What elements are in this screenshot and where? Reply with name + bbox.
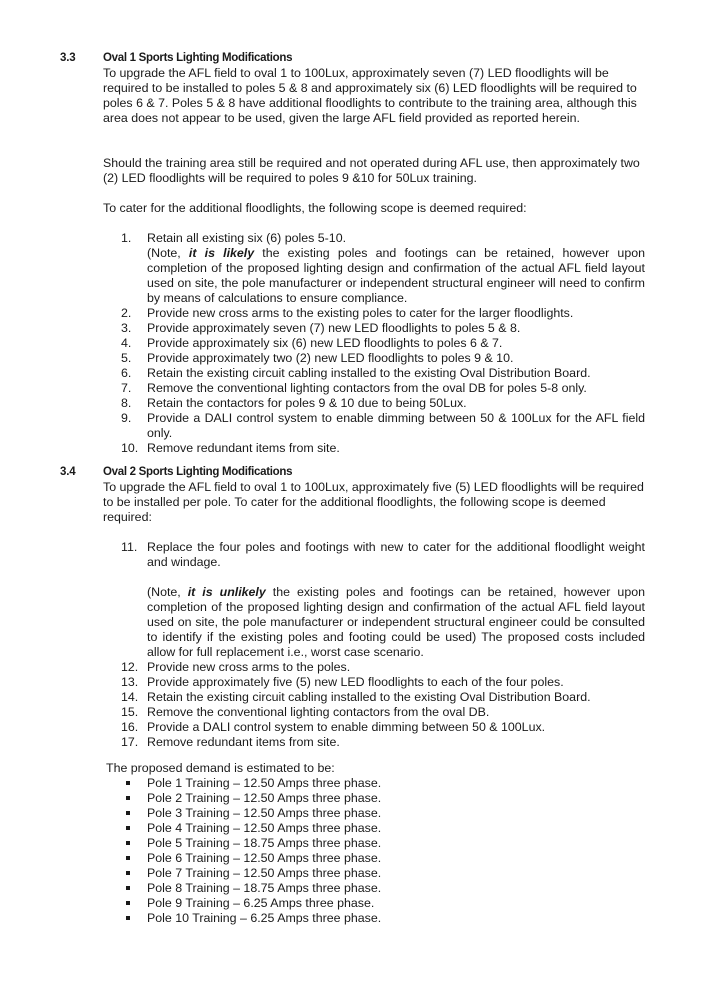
list-item-text: Provide a DALI control system to enable dimming between 50 & 100Lux for the AFL field only. — [147, 411, 645, 440]
demand-item-text: Pole 7 Training – 12.50 Amps three phase. — [147, 866, 382, 880]
bullet-icon — [126, 901, 130, 905]
list-item — [0, 791, 705, 806]
list-item — [0, 231, 705, 246]
list-item-text: Provide approximately six (6) new LED floodlights to poles 6 & 7. — [147, 336, 503, 350]
list-item-number: 17. — [121, 735, 139, 749]
list-item — [0, 540, 705, 570]
list-item — [0, 321, 705, 336]
list-item — [0, 896, 705, 911]
list-item-number: 14. — [121, 690, 139, 704]
list-item-text: Replace the four poles and footings with new to cater for the additional floodlight weight and windage. — [147, 540, 645, 569]
bullet-icon — [126, 841, 130, 845]
bullet-icon — [126, 856, 130, 860]
bullet-icon — [126, 826, 130, 830]
note-open: (Note, — [147, 585, 188, 599]
list-item — [0, 366, 705, 381]
note-emphasis: it is unlikely — [187, 585, 266, 599]
bullet-icon — [126, 886, 130, 890]
list-item — [0, 881, 705, 896]
bullet-icon — [126, 916, 130, 920]
section-number: 3.3 — [60, 52, 76, 64]
demand-item-text: Pole 4 Training – 12.50 Amps three phase. — [147, 821, 382, 835]
list-item-text: Provide approximately seven (7) new LED floodlights to poles 5 & 8. — [147, 321, 521, 335]
section-3-3-training: Should the training area still be required and not operated during AFL use, then approximately two (2) LED floodlights will be required to poles 9 &10 for 50Lux training. — [103, 156, 640, 185]
list-item — [0, 396, 705, 411]
list-item — [0, 821, 705, 836]
demand-intro: The proposed demand is estimated to be: — [106, 761, 335, 775]
demand-item-text: Pole 8 Training – 18.75 Amps three phase. — [147, 881, 382, 895]
list-item-number: 4. — [121, 336, 132, 350]
bullet-icon — [126, 796, 130, 800]
list-item — [0, 705, 705, 720]
list-item-text: Remove the conventional lighting contactors from the oval DB for poles 5-8 only. — [147, 381, 587, 395]
note-paragraph — [147, 246, 645, 306]
demand-item-text: Pole 5 Training – 18.75 Amps three phase. — [147, 836, 382, 850]
demand-item-text: Pole 10 Training – 6.25 Amps three phase. — [147, 911, 382, 925]
section-number: 3.4 — [60, 466, 76, 478]
list-item — [0, 806, 705, 821]
list-item — [0, 675, 705, 690]
section-3-3-intro: To upgrade the AFL field to oval 1 to 100Lux, approximately seven (7) LED floodlights will be required to be installed to poles 5 & 8 and approximately six (6) LED floodlights will be required to poles 6 & 7. Poles 5 & 8 have additional floodlights to contribute to the training area, although this area does not appear to be used, given the large AFL field provided as reported herein. — [103, 66, 637, 125]
list-item-number: 7. — [121, 381, 132, 395]
section-title: Oval 1 Sports Lighting Modifications — [103, 52, 293, 64]
list-item — [0, 411, 705, 441]
list-item-text: Retain the contactors for poles 9 & 10 due to being 50Lux. — [147, 396, 467, 410]
bullet-icon — [126, 811, 130, 815]
list-item — [0, 660, 705, 675]
list-item — [0, 776, 705, 791]
note-paragraph — [147, 585, 645, 660]
list-item-text: Provide new cross arms to the poles. — [147, 660, 351, 674]
list-item — [0, 441, 705, 456]
list-item — [0, 306, 705, 321]
list-item-number: 9. — [121, 411, 132, 425]
list-item — [0, 690, 705, 705]
list-item-number: 13. — [121, 675, 139, 689]
note-rest: the existing poles and footings can be retained, however upon completion of the proposed lighting design and confirmation of the actual AFL field layout used on site, the pole manufacturer or independent structural engineer could be consulted to identify if the existing poles and footing could be used) The proposed costs included allow for full replacement i.e., worst case scenario. — [147, 585, 645, 659]
demand-item-text: Pole 1 Training – 12.50 Amps three phase. — [147, 776, 382, 790]
list-item-number: 8. — [121, 396, 132, 410]
list-item-text: Retain the existing circuit cabling installed to the existing Oval Distribution Board. — [147, 366, 591, 380]
list-item-text: Provide approximately two (2) new LED floodlights to poles 9 & 10. — [147, 351, 514, 365]
list-item-number: 16. — [121, 720, 139, 734]
list-item — [0, 911, 705, 926]
list-item-number: 1. — [121, 231, 132, 245]
section-3-3-scope-intro: To cater for the additional floodlights, the following scope is deemed required: — [103, 201, 527, 215]
note-rest: the existing poles and footings can be retained, however upon completion of the proposed lighting design and confirmation of the actual AFL field layout used on site, the pole manufacturer or independent structural engineer will need to confirm by means of calculations to ensure compliance. — [147, 246, 645, 305]
list-item-number: 12. — [121, 660, 139, 674]
list-item-text: Remove redundant items from site. — [147, 441, 340, 455]
list-item — [0, 336, 705, 351]
list-item-text: Provide approximately five (5) new LED floodlights to each of the four poles. — [147, 675, 564, 689]
demand-item-text: Pole 9 Training – 6.25 Amps three phase. — [147, 896, 375, 910]
note-emphasis: it is likely — [188, 246, 255, 260]
bullet-icon — [126, 871, 130, 875]
list-item-number: 15. — [121, 705, 139, 719]
note-open: (Note, — [147, 246, 189, 260]
list-item — [0, 381, 705, 396]
demand-item-text: Pole 3 Training – 12.50 Amps three phase. — [147, 806, 382, 820]
demand-item-text: Pole 2 Training – 12.50 Amps three phase. — [147, 791, 382, 805]
list-item-text: Provide a DALI control system to enable dimming between 50 & 100Lux. — [147, 720, 546, 734]
list-item — [0, 351, 705, 366]
list-item-number: 5. — [121, 351, 132, 365]
list-item-text: Remove the conventional lighting contactors from the oval DB. — [147, 705, 490, 719]
list-item-number: 6. — [121, 366, 132, 380]
list-item-number: 10. — [121, 441, 139, 455]
bullet-icon — [126, 781, 130, 785]
list-item-text: Remove redundant items from site. — [147, 735, 340, 749]
list-item — [0, 735, 705, 750]
section-title: Oval 2 Sports Lighting Modifications — [103, 466, 293, 478]
list-item-number: 3. — [121, 321, 132, 335]
scope-list-oval-1 — [0, 231, 705, 456]
list-item — [0, 720, 705, 735]
list-item — [0, 851, 705, 866]
list-item — [0, 866, 705, 881]
list-item-text: Provide new cross arms to the existing poles to cater for the larger floodlights. — [147, 306, 574, 320]
list-item — [0, 836, 705, 851]
list-item-number: 2. — [121, 306, 132, 320]
section-3-4-intro: To upgrade the AFL field to oval 1 to 100Lux, approximately five (5) LED floodlights will be required to be installed per pole. To cater for the additional floodlights, the following scope is deemed required: — [103, 480, 644, 524]
list-item-text: Retain all existing six (6) poles 5-10. — [147, 231, 347, 245]
scope-list-oval-2 — [0, 540, 705, 750]
list-item-number: 11. — [121, 540, 138, 554]
demand-list — [0, 776, 705, 926]
list-item-text: Retain the existing circuit cabling installed to the existing Oval Distribution Board. — [147, 690, 591, 704]
demand-item-text: Pole 6 Training – 12.50 Amps three phase. — [147, 851, 382, 865]
